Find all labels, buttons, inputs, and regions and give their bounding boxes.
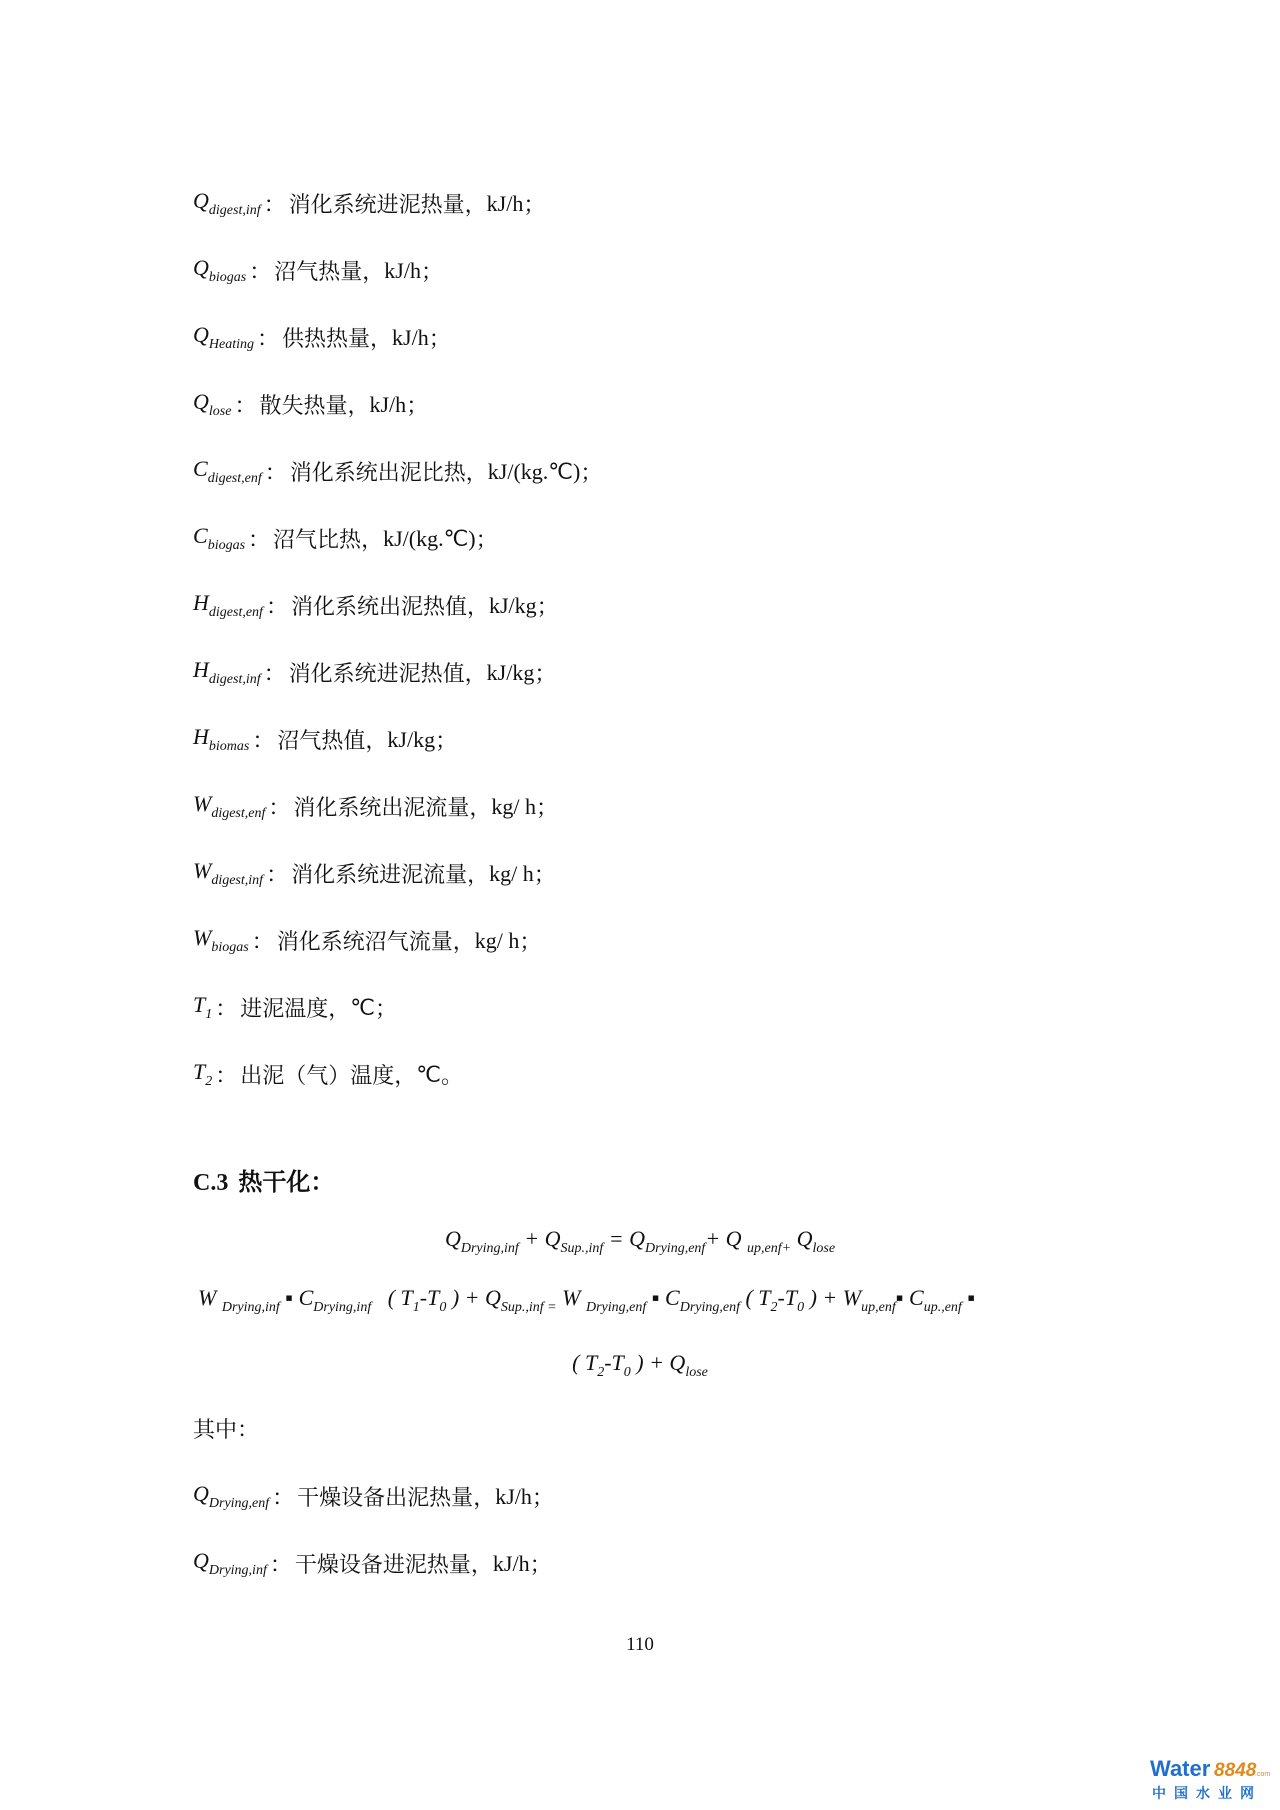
definition-description: 沼气热值 — [277, 729, 366, 754]
logo-text-cn: 中国水业网 — [1152, 1786, 1262, 1802]
definition-symbol: $T_1$ — [193, 992, 213, 1022]
definition-unit: kJ/h — [384, 257, 421, 283]
definition-description: 消化系统进泥热值 — [288, 662, 465, 687]
definition-row: $Q_{lose}$ ： 散失热量 ， kJ/h ； — [193, 389, 429, 419]
logo-text-main: Water — [1150, 1756, 1211, 1781]
equation-heat-balance: $Q_{Drying,inf} + Q_{Sup.,inf} = Q_{Drying,enf}+ Q$ $_{up,enf+}$ $Q_{lose}$ — [444, 1226, 836, 1256]
definition-symbol: $Q_{lose}$ — [193, 389, 232, 419]
definition-unit: kg/ h — [489, 860, 534, 886]
definition-description: 沼气热量 — [274, 260, 363, 285]
definition-description: 消化系统进泥流量 — [291, 863, 468, 888]
definition-symbol: $C_{biogas}$ — [193, 523, 246, 553]
definition-unit: kJ/h — [492, 1550, 530, 1576]
definition-symbol: $Q_{Drying,enf}$ — [193, 1481, 270, 1511]
definition-unit: kJ/kg — [488, 592, 537, 618]
logo-text-suffix: .com — [1255, 1771, 1271, 1778]
definition-symbol: $Q_{Drying,inf}$ — [193, 1548, 267, 1578]
definition-row: $H_{biomas}$ ： 沼气热值 ， kJ/kg ； — [193, 724, 458, 754]
definition-unit: kJ/kg — [486, 659, 535, 685]
definition-unit: ℃ — [350, 994, 376, 1020]
definition-description: 消化系统出泥流量 — [293, 796, 470, 821]
definition-unit: kg/ h — [474, 927, 520, 953]
definition-unit: kJ/h — [369, 391, 407, 417]
definition-description: 干燥设备进泥热量 — [294, 1553, 471, 1578]
definition-unit: ℃ — [416, 1061, 442, 1087]
definition-symbol: $W_{biogas}$ — [193, 925, 249, 955]
definition-row: $Q_{Drying,enf}$ ： 干燥设备出泥热量 ， kJ/h ； — [193, 1481, 554, 1511]
equation-expanded-line2: ( $T_2-T_0$ ) + $Q_{lose}$ — [572, 1350, 708, 1380]
definition-unit: kJ/h — [486, 190, 524, 216]
definition-unit: kJ/(kg.℃) — [383, 525, 476, 551]
definition-symbol: $Q_{digest,inf}$ — [193, 188, 261, 218]
definition-row: $T_1$ ： 进泥温度 ， ℃ ； — [193, 992, 398, 1022]
definition-description: 消化系统进泥热量 — [288, 193, 465, 218]
definition-description: 出泥（气）温度 — [240, 1064, 395, 1089]
definition-row: $C_{digest,enf}$ ： 消化系统出泥比热 ， kJ/(kg.℃) ； — [193, 456, 603, 486]
definition-description: 供热热量 — [282, 327, 371, 352]
definition-description: 沼气比热 — [273, 528, 362, 553]
definition-list-drying — [193, 1463, 554, 1597]
definition-row: $W_{digest,inf}$ ： 消化系统进泥流量 ， kg/ h ； — [193, 858, 556, 888]
definition-row: $W_{biogas}$ ： 消化系统沼气流量 ， kg/ h ； — [193, 925, 542, 955]
definition-row: $C_{biogas}$ ： 沼气比热 ， kJ/(kg.℃) ； — [193, 523, 498, 553]
water8848-logo — [1148, 1752, 1271, 1804]
definition-list — [193, 170, 602, 1108]
definition-description: 干燥设备出泥热量 — [297, 1486, 474, 1511]
definition-row: $Q_{Drying,inf}$ ： 干燥设备进泥热量 ， kJ/h ； — [193, 1548, 552, 1578]
definition-unit: kJ/h — [392, 324, 429, 350]
definition-unit: kg/ h — [491, 793, 537, 819]
definition-row: $Q_{biogas}$ ： 沼气热量 ， kJ/h ； — [193, 255, 443, 285]
definition-symbol: $H_{digest,enf}$ — [193, 590, 263, 620]
page-number: 110 — [626, 1634, 654, 1655]
definition-symbol: $H_{digest,inf}$ — [193, 657, 261, 687]
definition-description: 消化系统出泥比热 — [289, 461, 466, 486]
logo-text-num: 8848 — [1214, 1760, 1257, 1781]
definition-symbol: $W_{digest,enf}$ — [193, 791, 266, 821]
section-title: 热干化： — [238, 1168, 335, 1196]
definition-symbol: $W_{digest,inf}$ — [193, 858, 264, 888]
among-label: 其中： — [193, 1418, 260, 1443]
definition-row: $H_{digest,inf}$ ： 消化系统进泥热值 ， kJ/kg ； — [193, 657, 557, 687]
definition-unit: kJ/(kg.℃) — [487, 458, 581, 484]
definition-description: 消化系统出泥热值 — [290, 595, 467, 620]
equation-expanded-line1: W $_{Drying,inf}$ ▪ $C_{Drying,inf}$ ( $T_1-T_0$ ) + $Q_{Sup.,inf =}$ W $_{Drying,enf}$ ▪ $C_{Drying,enf}$ ( $T_2-T_0$ ) + $W_{up,enf}▪$ $C_{up.,enf}$ ▪ — [198, 1285, 976, 1315]
definition-description: 进泥温度 — [240, 997, 329, 1022]
section-number: C.3 — [193, 1170, 229, 1196]
definition-description: 消化系统沼气流量 — [276, 930, 453, 955]
definition-row: $H_{digest,enf}$ ： 消化系统出泥热值 ， kJ/kg ； — [193, 590, 559, 620]
definition-unit: kJ/h — [495, 1483, 532, 1509]
definition-symbol: $Q_{biogas}$ — [193, 255, 247, 285]
definition-symbol: $H_{biomas}$ — [193, 724, 250, 754]
definition-symbol: $T_2$ — [193, 1059, 213, 1089]
definition-row: $W_{digest,enf}$ ： 消化系统出泥流量 ， kg/ h ； — [193, 791, 559, 821]
definition-unit: kJ/kg — [387, 726, 436, 752]
definition-symbol: $C_{digest,enf}$ — [193, 456, 262, 486]
definition-description: 散失热量 — [259, 394, 348, 419]
definition-symbol: $Q_{Heating}$ — [193, 322, 254, 352]
definition-row: $Q_{Heating}$ ： 供热热量 ， kJ/h ； — [193, 322, 451, 352]
section-heading — [193, 1162, 334, 1197]
definition-row: $T_2$ ： 出泥（气）温度 ， ℃ 。 — [193, 1059, 464, 1089]
definition-row: $Q_{digest,inf}$ ： 消化系统进泥热量 ， kJ/h ； — [193, 188, 546, 218]
